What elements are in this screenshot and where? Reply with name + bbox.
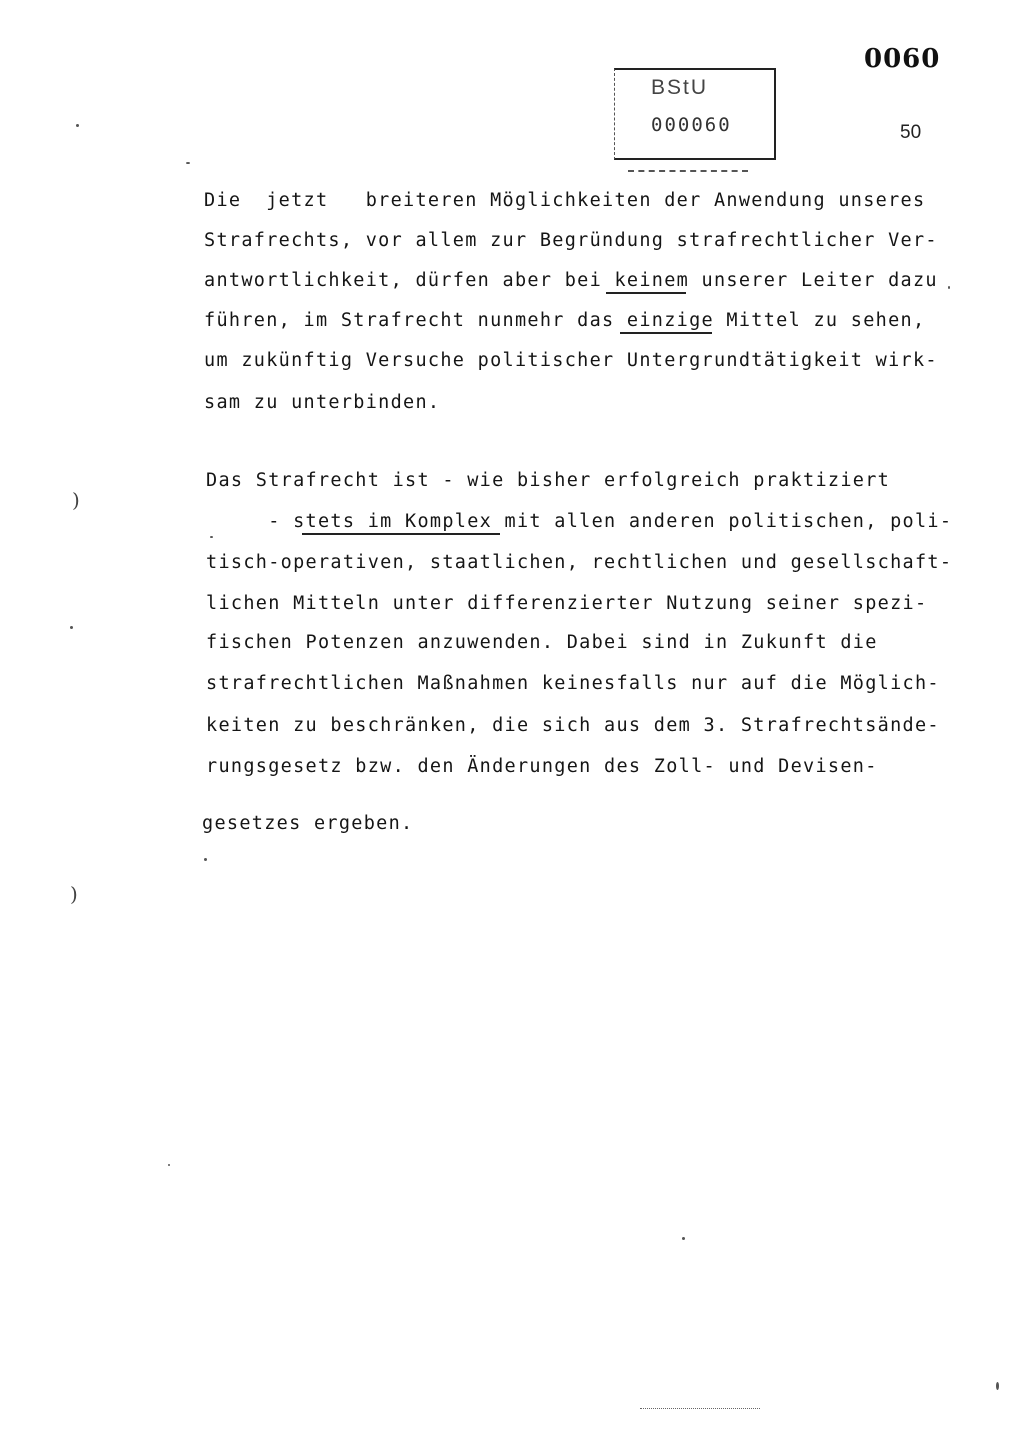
underline-stets-im-komplex xyxy=(302,533,500,535)
paragraph-2-line-7: keiten zu beschränken, die sich aus dem 3. Strafrechtsände- xyxy=(206,715,940,736)
paragraph-2-line-5: fischen Potenzen anzuwenden. Dabei sind in Zukunft die xyxy=(206,632,878,653)
paragraph-1-line-2: Strafrechts, vor allem zur Begründung strafrechtlicher Ver- xyxy=(204,230,938,251)
underline-einzige xyxy=(620,332,712,334)
paragraph-1-line-5: um zukünftig Versuche politischer Untergrundtätigkeit wirk- xyxy=(204,350,938,371)
paragraph-2-line-3: tisch-operativen, staatlichen, rechtlichen und gesellschaft- xyxy=(206,552,953,573)
scan-speck xyxy=(996,1382,999,1390)
stamp-title: BStU xyxy=(651,76,709,99)
paragraph-2-line-2: - stets im Komplex mit allen anderen politischen, poli- xyxy=(206,511,953,532)
scan-speck xyxy=(186,162,190,164)
scan-speck xyxy=(948,286,950,289)
paragraph-2-line-4: lichen Mitteln unter differenzierter Nutzung seiner spezi- xyxy=(206,593,928,614)
margin-paren-1: ) xyxy=(72,488,80,512)
stamp-dash-line xyxy=(628,170,748,176)
paragraph-2-line-9: gesetzes ergeben. xyxy=(202,813,414,834)
scan-speck xyxy=(168,1164,170,1166)
stamp-code: 000060 xyxy=(651,114,732,136)
underline-keinem xyxy=(606,292,686,294)
scan-speck xyxy=(682,1237,685,1240)
paragraph-2-line-1: Das Strafrecht ist - wie bisher erfolgreich praktiziert xyxy=(206,470,891,491)
margin-paren-2: ) xyxy=(70,882,78,906)
archive-stamp xyxy=(614,68,776,160)
paragraph-1-line-3: antwortlichkeit, dürfen aber bei keinem unserer Leiter dazu xyxy=(204,270,938,291)
paragraph-1-line-6: sam zu unterbinden. xyxy=(204,392,441,413)
paragraph-2-line-8: rungsgesetz bzw. den Änderungen des Zoll- und Devisen- xyxy=(206,756,878,777)
scan-speck xyxy=(204,858,207,861)
paragraph-1-line-1: Die jetzt breiteren Möglichkeiten der Anwendung unseres xyxy=(204,190,926,211)
page-number: 50 xyxy=(900,122,922,143)
scan-speck xyxy=(76,124,79,127)
bottom-scribble xyxy=(640,1408,760,1411)
archive-number: 0060 xyxy=(864,44,941,74)
scan-speck xyxy=(210,536,213,538)
paragraph-1-line-4: führen, im Strafrecht nunmehr das einzige Mittel zu sehen, xyxy=(204,310,926,331)
scan-speck xyxy=(70,626,73,629)
paragraph-2-line-6: strafrechtlichen Maßnahmen keinesfalls nur auf die Möglich- xyxy=(206,673,940,694)
